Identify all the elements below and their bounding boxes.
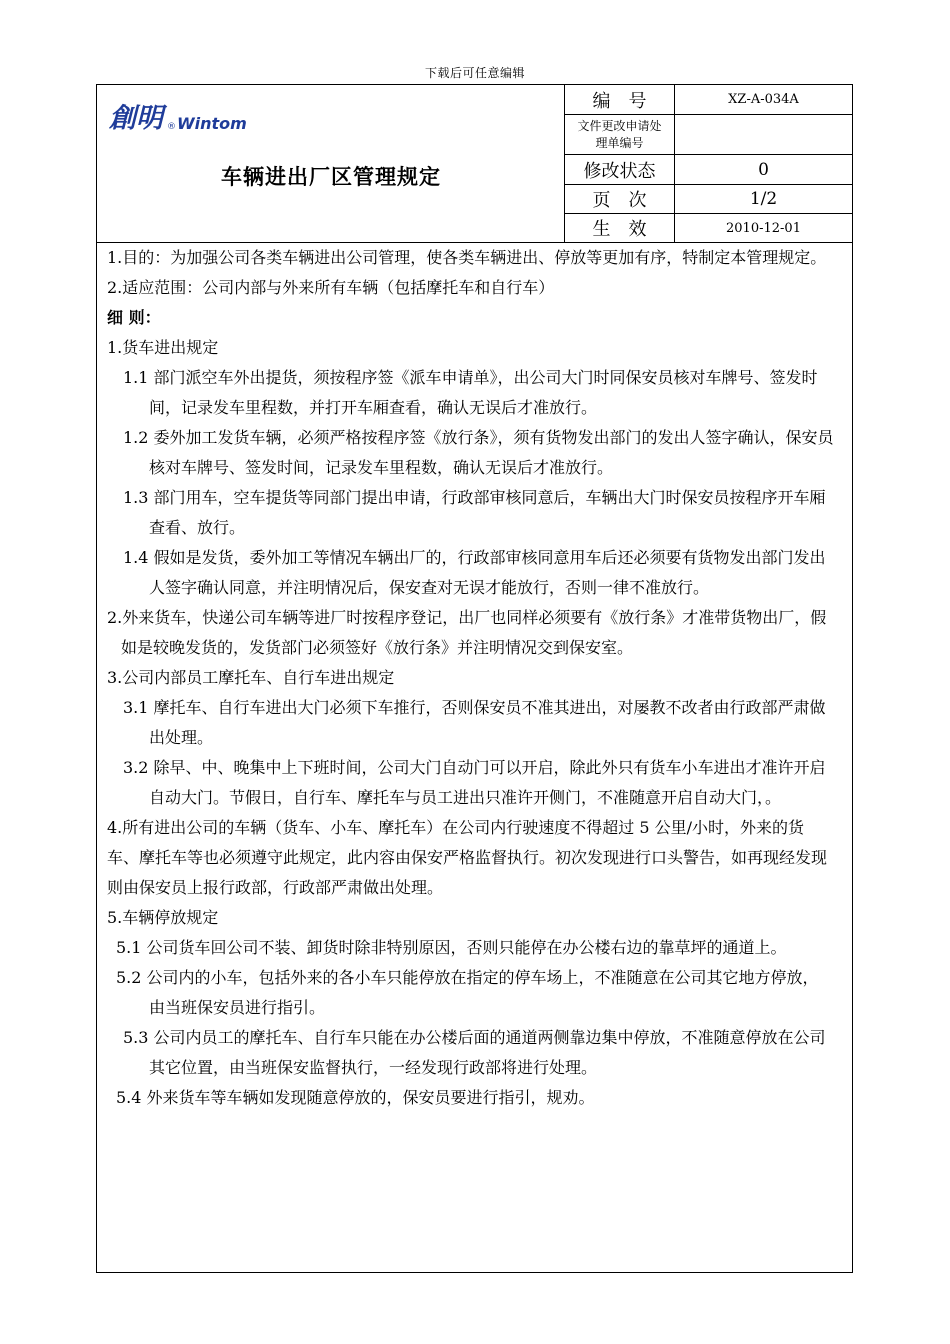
document-header — [97, 85, 852, 243]
title-cell — [97, 85, 565, 242]
clause-3-1: 3.1 摩托车、自行车进出大门必须下车推行，否则保安员不准其进出，对屡教不改者由行政部严肃做出处理。 — [123, 698, 826, 747]
document-body — [97, 242, 852, 1113]
clause-5-2: 5.2 公司内的小车，包括外来的各小车只能停放在指定的停车场上，不准随意在公司其它地方停放，由当班保安员进行指引。 — [116, 968, 819, 1017]
meta-label-number: 编 号 — [565, 85, 675, 114]
purpose-paragraph: 1.目的：为加强公司各类车辆进出公司管理，使各类车辆进出、停放等更加有序，特制定本管理规定。 — [107, 248, 827, 267]
rules-heading: 细 则： — [107, 308, 161, 327]
scope-paragraph: 2.适应范围：公司内部与外来所有车辆（包括摩托车和自行车） — [107, 278, 555, 297]
clause-1-1: 1.1 部门派空车外出提货，须按程序签《派车申请单》，出公司大门时同保安员核对车牌号、签发时间，记录发车里程数，并打开车厢查看，确认无误后才准放行。 — [123, 368, 818, 417]
meta-label-effective: 生 效 — [565, 214, 675, 242]
meta-value-page: 1/2 — [749, 189, 778, 209]
clause-1-4: 1.4 假如是发货，委外加工等情况车辆出厂的，行政部审核同意用车后还必须要有货物发出部门发出人签字确认同意，并注明情况后，保安查对无误才能放行，否则一律不准放行。 — [123, 548, 826, 597]
clause-5-3: 5.3 公司内员工的摩托车、自行车只能在办公楼后面的通道两侧靠边集中停放，不准随意停放在公司其它位置，由当班保安监督执行，一经发现行政部将进行处理。 — [123, 1028, 826, 1077]
meta-label-page: 页 次 — [565, 185, 675, 213]
meta-row-effective — [565, 214, 852, 242]
clause-1-2: 1.2 委外加工发货车辆，必须严格按程序签《放行条》，须有货物发出部门的发出人签字确认，保安员核对车牌号、签发时间，记录发车里程数，确认无误后才准放行。 — [123, 428, 834, 477]
meta-label-revision: 修改状态 — [565, 155, 675, 184]
meta-value-revision: 0 — [758, 159, 769, 180]
clause-5-1: 5.1 公司货车回公司不装、卸货时除非特别原因，否则只能停在办公楼右边的靠草坪的通道上。 — [116, 938, 787, 957]
meta-value-number: XZ-A-034A — [728, 92, 799, 107]
meta-value-change — [675, 115, 852, 154]
top-note: 下载后可任意编辑 — [424, 66, 525, 80]
document-frame — [96, 84, 853, 1273]
meta-row-revision — [565, 155, 852, 185]
section-1-heading: 1.货车进出规定 — [107, 338, 219, 357]
meta-value-effective: 2010-12-01 — [726, 220, 801, 236]
meta-row-page — [565, 185, 852, 214]
meta-row-change — [565, 115, 852, 155]
company-logo — [109, 101, 279, 133]
meta-label-change: 文件更改申请处理单编号 — [565, 115, 675, 154]
section-2-paragraph: 2.外来货车，快递公司车辆等进厂时按程序登记，出厂也同样必须要有《放行条》才准带货物出厂，假如是较晚发货的，发货部门必须签好《放行条》并注明情况交到保安室。 — [107, 608, 827, 657]
section-3-heading: 3.公司内部员工摩托车、自行车进出规定 — [107, 668, 395, 687]
meta-row-number — [565, 85, 852, 115]
clause-3-2: 3.2 除早、中、晚集中上下班时间，公司大门自动门可以开启，除此外只有货车小车进出才准许开启自动大门。节假日，自行车、摩托车与员工进出只准许开侧门，不准随意开启自动大门，。 — [123, 758, 826, 807]
clause-1-3: 1.3 部门用车，空车提货等同部门提出申请，行政部审核同意后，车辆出大门时保安员按程序开车厢查看、放行。 — [123, 488, 826, 537]
document-title: 车辆进出厂区管理规定 — [221, 164, 441, 189]
document-meta-table — [565, 85, 852, 242]
clause-5-4: 5.4 外来货车等车辆如发现随意停放的，保安员要进行指引，规劝。 — [116, 1088, 595, 1107]
logo-text-cn: 創明 — [109, 103, 163, 133]
logo-registered-mark: ® — [167, 122, 176, 132]
section-5-heading: 5.车辆停放规定 — [107, 908, 219, 927]
section-4-paragraph: 4.所有进出公司的车辆（货车、小车、摩托车）在公司内行驶速度不得超过 5 公里/小时，外来的货车、摩托车等也必须遵守此规定，此内容由保安严格监督执行。初次发现进行口头警告，如再现经发现则由保安员上报行政部，行政部严肃做出处理。 — [107, 818, 828, 897]
logo-text-en: Wintom — [177, 114, 247, 133]
